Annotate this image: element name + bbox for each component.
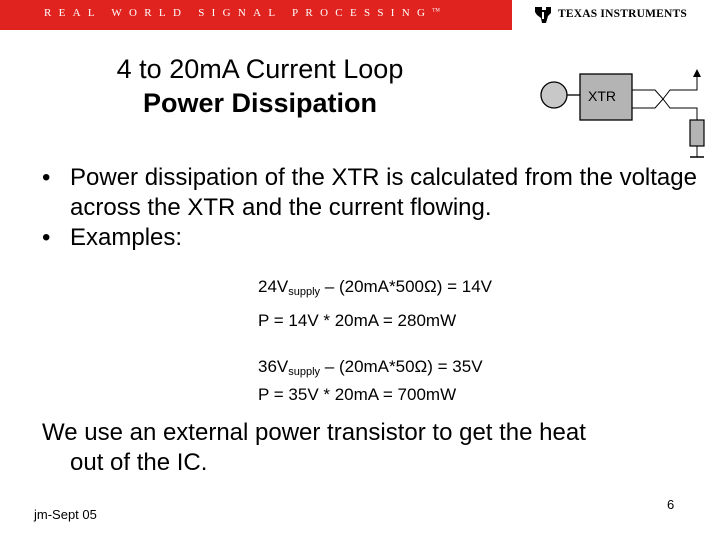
example-2-subscript: supply bbox=[288, 366, 321, 378]
example-1-equation bbox=[258, 277, 492, 298]
bullet-text-1: Power dissipation of the XTR is calculated from the voltage across the XTR and the current flowing. bbox=[70, 164, 697, 221]
loop-wire-upper bbox=[632, 77, 697, 99]
current-loop-diagram bbox=[535, 64, 715, 164]
example-2-prefix: 36V bbox=[258, 357, 289, 376]
example-1-rest: – (20mA*500Ω) = 14V bbox=[320, 277, 492, 296]
bullet-item-1 bbox=[42, 163, 710, 223]
closing-statement bbox=[42, 418, 692, 478]
bullet-text-2: Examples: bbox=[70, 224, 183, 251]
tagline-text: REAL WORLD SIGNAL PROCESSING bbox=[44, 7, 433, 19]
closing-line-1: We use an external power transistor to get the heat bbox=[42, 419, 586, 446]
bullet-list bbox=[42, 163, 710, 253]
example-2-equation bbox=[258, 357, 483, 378]
example-2-rest: – (20mA*50Ω) = 35V bbox=[320, 357, 483, 376]
ti-emblem-icon bbox=[532, 4, 554, 26]
ti-logo bbox=[512, 0, 720, 30]
example-2-power: P = 35V * 20mA = 700mW bbox=[258, 385, 457, 404]
tagline-trademark: TM bbox=[432, 8, 440, 14]
supply-arrow-icon bbox=[693, 69, 701, 77]
loop-wire-lower bbox=[632, 99, 697, 120]
load-resistor bbox=[690, 120, 704, 146]
header-bar bbox=[0, 0, 720, 30]
footer-author-date: jm-Sept 05 bbox=[34, 507, 97, 522]
sensor-circle bbox=[541, 82, 567, 108]
header-tagline bbox=[44, 7, 440, 19]
bullet-dot-icon: • bbox=[42, 164, 51, 191]
xtr-label: XTR bbox=[588, 88, 616, 104]
closing-line-2: out of the IC. bbox=[70, 449, 208, 476]
bullet-item-2 bbox=[42, 223, 710, 253]
example-1-subscript: supply bbox=[288, 286, 321, 298]
title-line-2: Power Dissipation bbox=[142, 88, 378, 118]
page-number: 6 bbox=[667, 497, 675, 512]
example-1-power: P = 14V * 20mA = 280mW bbox=[258, 311, 457, 330]
bullet-dot-icon: • bbox=[42, 224, 51, 251]
example-1-prefix: 24V bbox=[258, 277, 289, 296]
slide-title bbox=[60, 52, 460, 120]
title-line-1: 4 to 20mA Current Loop bbox=[116, 54, 404, 84]
brand-name: TEXAS INSTRUMENTS bbox=[558, 8, 687, 20]
